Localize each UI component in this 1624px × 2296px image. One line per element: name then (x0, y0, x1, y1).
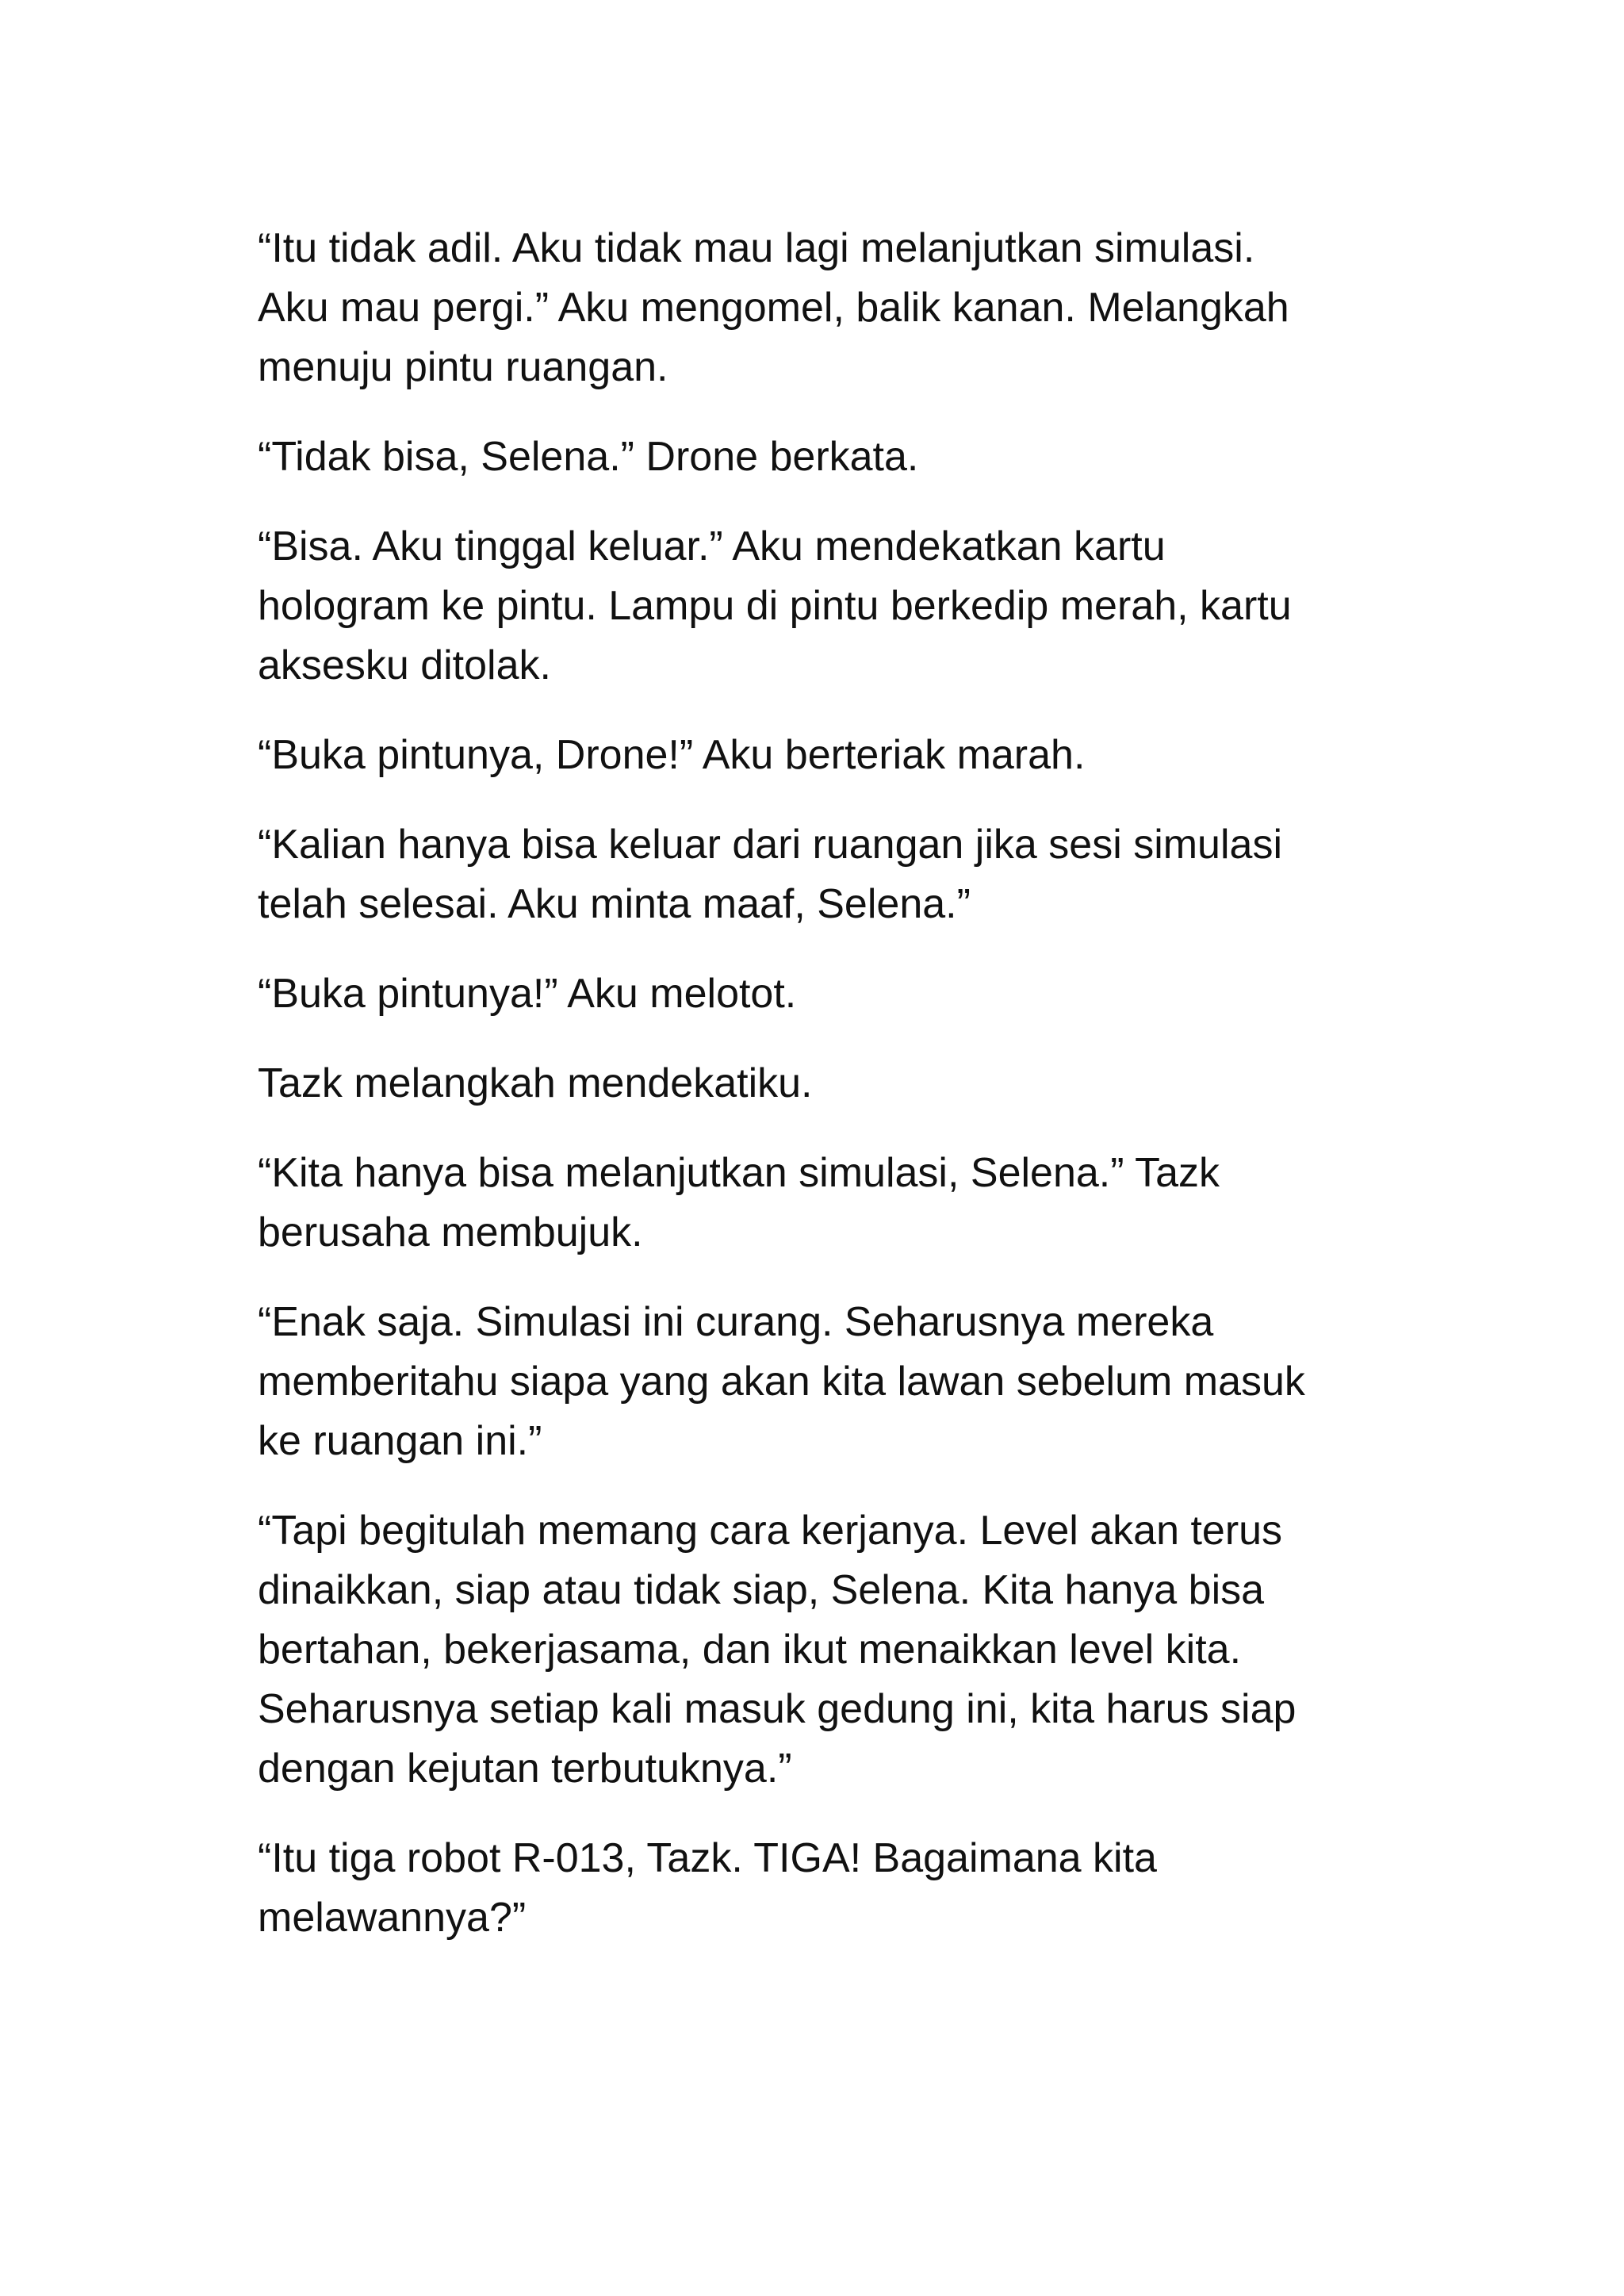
text-line: telah selesai. Aku minta maaf, Selena.” (258, 881, 971, 927)
paragraph-7 (258, 1054, 1384, 1114)
text-line: berusaha membujuk. (258, 1209, 643, 1255)
text-line: dinaikkan, siap atau tidak siap, Selena. Kita hanya bisa (258, 1567, 1265, 1613)
paragraph-4 (258, 726, 1384, 785)
text-line: “Kalian hanya bisa keluar dari ruangan jika sesi simulasi (258, 822, 1283, 868)
text-line: “Kita hanya bisa melanjutkan simulasi, Selena.” Tazk (258, 1150, 1220, 1196)
paragraph-3 (258, 517, 1384, 696)
text-line: “Itu tiga robot R-013, Tazk. TIGA! Bagaimana kita (258, 1835, 1157, 1881)
text-line: ke ruangan ini.” (258, 1418, 542, 1464)
paragraph-1 (258, 219, 1384, 397)
paragraph-9 (258, 1293, 1384, 1471)
paragraph-6 (258, 964, 1384, 1024)
text-line: “Buka pintunya!” Aku melotot. (258, 971, 797, 1017)
paragraph-8 (258, 1144, 1384, 1263)
paragraph-2 (258, 427, 1384, 487)
text-line: memberitahu siapa yang akan kita lawan sebelum masuk (258, 1359, 1305, 1405)
text-line: “Enak saja. Simulasi ini curang. Seharusnya mereka (258, 1299, 1214, 1345)
text-line: “Tapi begitulah memang cara kerjanya. Level akan terus (258, 1508, 1283, 1554)
text-line: menuju pintu ruangan. (258, 344, 668, 390)
text-line: “Buka pintunya, Drone!” Aku berteriak marah. (258, 732, 1086, 778)
text-line: dengan kejutan terbutuknya.” (258, 1746, 792, 1792)
text-line: hologram ke pintu. Lampu di pintu berkedip merah, kartu (258, 583, 1292, 629)
text-line: aksesku ditolak. (258, 642, 551, 688)
text-line: “Bisa. Aku tinggal keluar.” Aku mendekatkan kartu (258, 523, 1166, 569)
paragraph-5 (258, 815, 1384, 934)
body-text (258, 219, 1384, 1978)
text-line: Aku mau pergi.” Aku mengomel, balik kanan. Melangkah (258, 285, 1289, 331)
text-line: melawannya?” (258, 1895, 527, 1941)
paragraph-11 (258, 1829, 1384, 1948)
text-line: Seharusnya setiap kali masuk gedung ini, kita harus siap (258, 1686, 1297, 1732)
text-line: “Tidak bisa, Selena.” Drone berkata. (258, 434, 919, 480)
text-line: bertahan, bekerjasama, dan ikut menaikkan level kita. (258, 1627, 1242, 1673)
text-line: Tazk melangkah mendekatiku. (258, 1060, 813, 1106)
paragraph-10 (258, 1501, 1384, 1799)
text-line: “Itu tidak adil. Aku tidak mau lagi melanjutkan simulasi. (258, 225, 1255, 271)
